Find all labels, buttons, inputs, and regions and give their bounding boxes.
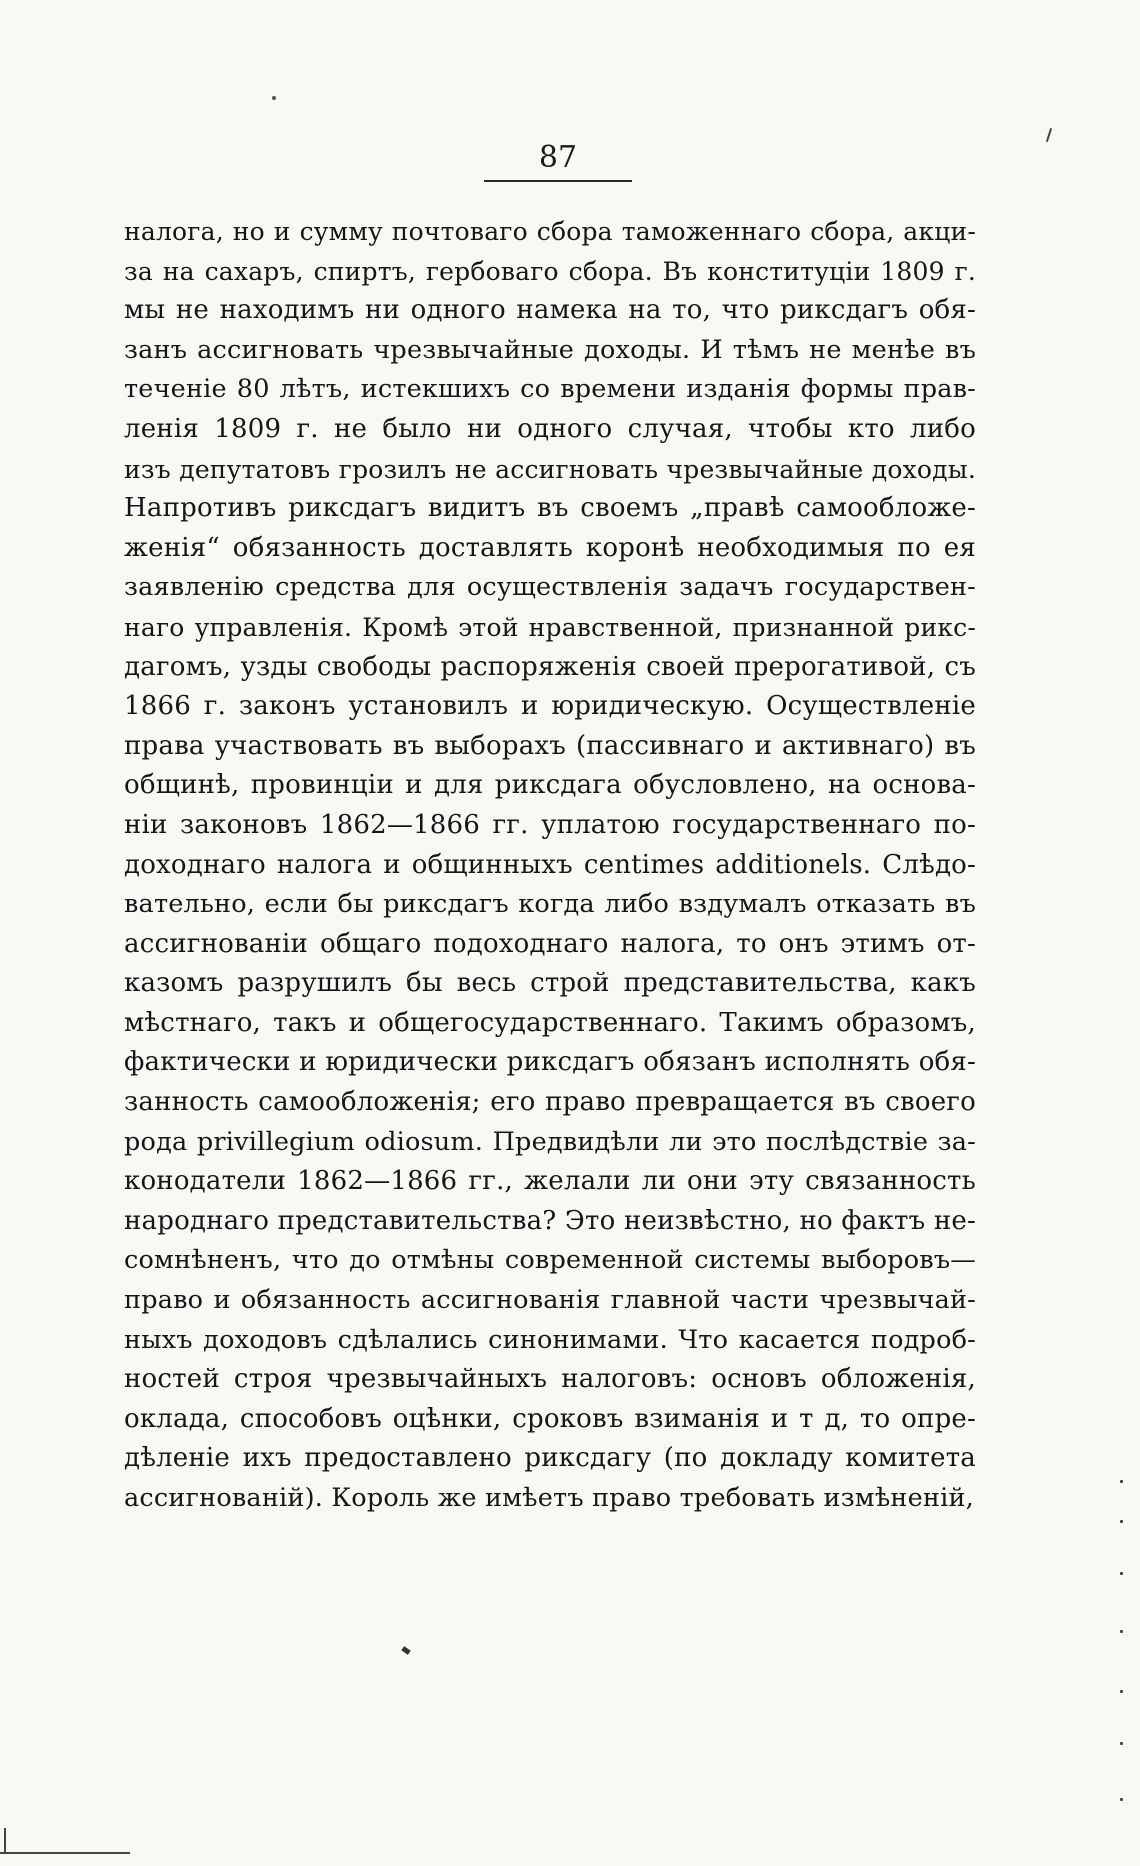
ink-speck	[272, 96, 276, 100]
ink-speck	[1046, 128, 1052, 142]
body-text	[124, 212, 976, 1519]
text-line: доходнаго налога и общинныхъ centimes additionels. Слѣдо-	[124, 849, 976, 880]
page-number-rule	[484, 180, 632, 182]
text-line: теченіе 80 лѣтъ, истекшихъ со времени изданія формы прав-	[124, 374, 976, 405]
text-line: наго управленія. Кромѣ этой нравственной, признанной рикс-	[124, 612, 976, 642]
text-line: Напротивъ риксдагъ видитъ въ своемъ „правѣ самообложе-	[124, 493, 976, 524]
text-line: 1866 г. законъ установилъ и юридическую. Осуществленіе	[124, 691, 976, 722]
text-line: ностей строя чрезвычайныхъ налоговъ: основъ обложенія,	[124, 1364, 976, 1395]
text-line: народнаго представительства? Это неизвѣстно, но фактъ не-	[124, 1205, 976, 1236]
text-line: ассигнованіи общаго подоходнаго налога, то онъ этимъ от-	[124, 928, 976, 959]
text-line: занъ ассигновать чрезвычайные доходы. И тѣмъ не менѣе въ	[124, 334, 976, 365]
scan-edge-mark	[4, 1828, 6, 1852]
text-line: заявленію средства для осуществленія задачъ государствен-	[124, 572, 976, 603]
text-line: ніи законовъ 1862—1866 гг. уплатою государственнаго по-	[124, 809, 976, 840]
scan-edge-mark	[0, 1852, 130, 1854]
text-line: дагомъ, узды свободы распоряженія своей прерогативой, съ	[124, 651, 976, 682]
text-line: права участвовать въ выборахъ (пассивнаго и активнаго) въ	[124, 730, 976, 761]
page-number: 87	[538, 140, 578, 175]
text-line: сомнѣненъ, что до отмѣны современной системы выборовъ—	[124, 1245, 976, 1276]
text-line: женія“ обязанность доставлять коронѣ необходимыя по ея	[124, 532, 976, 563]
text-line: налога, но и сумму почтоваго сбора таможеннаго сбора, акци-	[124, 217, 976, 246]
text-line: мы не находимъ ни одного намека на то, что риксдагъ обя-	[124, 295, 976, 326]
text-line: изъ депутатовъ грозилъ не ассигновать чрезвычайные доходы.	[124, 454, 976, 484]
text-line: конодатели 1862—1866 гг., желали ли они эту связанность	[124, 1166, 976, 1197]
text-line: право и обязанность ассигнованія главной части чрезвычай-	[124, 1285, 976, 1316]
text-line: мѣстнаго, такъ и общегосударственнаго. Такимъ образомъ,	[124, 1007, 976, 1038]
text-line: занность самообложенія; его право превращается въ своего	[124, 1087, 976, 1118]
text-line: ассигнованій). Король же имѣетъ право требовать измѣненій,	[124, 1483, 974, 1513]
text-line: за на сахаръ, спиртъ, гербоваго сбора. Въ конституціи 1809 г.	[124, 256, 976, 286]
ink-speck	[401, 1646, 410, 1655]
text-line: рода privillegium odiosum. Предвидѣли ли это послѣдствіе за-	[124, 1126, 976, 1157]
text-line: ленія 1809 г. не было ни одного случая, чтобы кто либо	[124, 413, 976, 444]
text-line: дѣленіе ихъ предоставлено риксдагу (по докладу комитета	[124, 1443, 976, 1474]
text-line: вательно, если бы риксдагъ когда либо вздумалъ отказать въ	[124, 889, 976, 920]
text-line: казомъ разрушилъ бы весь строй представительства, какъ	[124, 968, 976, 999]
edge-specks	[1120, 1480, 1128, 1840]
text-line: ныхъ доходовъ сдѣлались синонимами. Что касается подроб-	[124, 1324, 976, 1355]
text-line: оклада, способовъ оцѣнки, сроковъ взиманія и т д, то опре-	[124, 1403, 976, 1434]
text-line: фактически и юридически риксдагъ обязанъ исполнять обя-	[124, 1047, 976, 1078]
text-line: общинѣ, провинціи и для риксдага обусловлено, на основа-	[124, 770, 976, 801]
